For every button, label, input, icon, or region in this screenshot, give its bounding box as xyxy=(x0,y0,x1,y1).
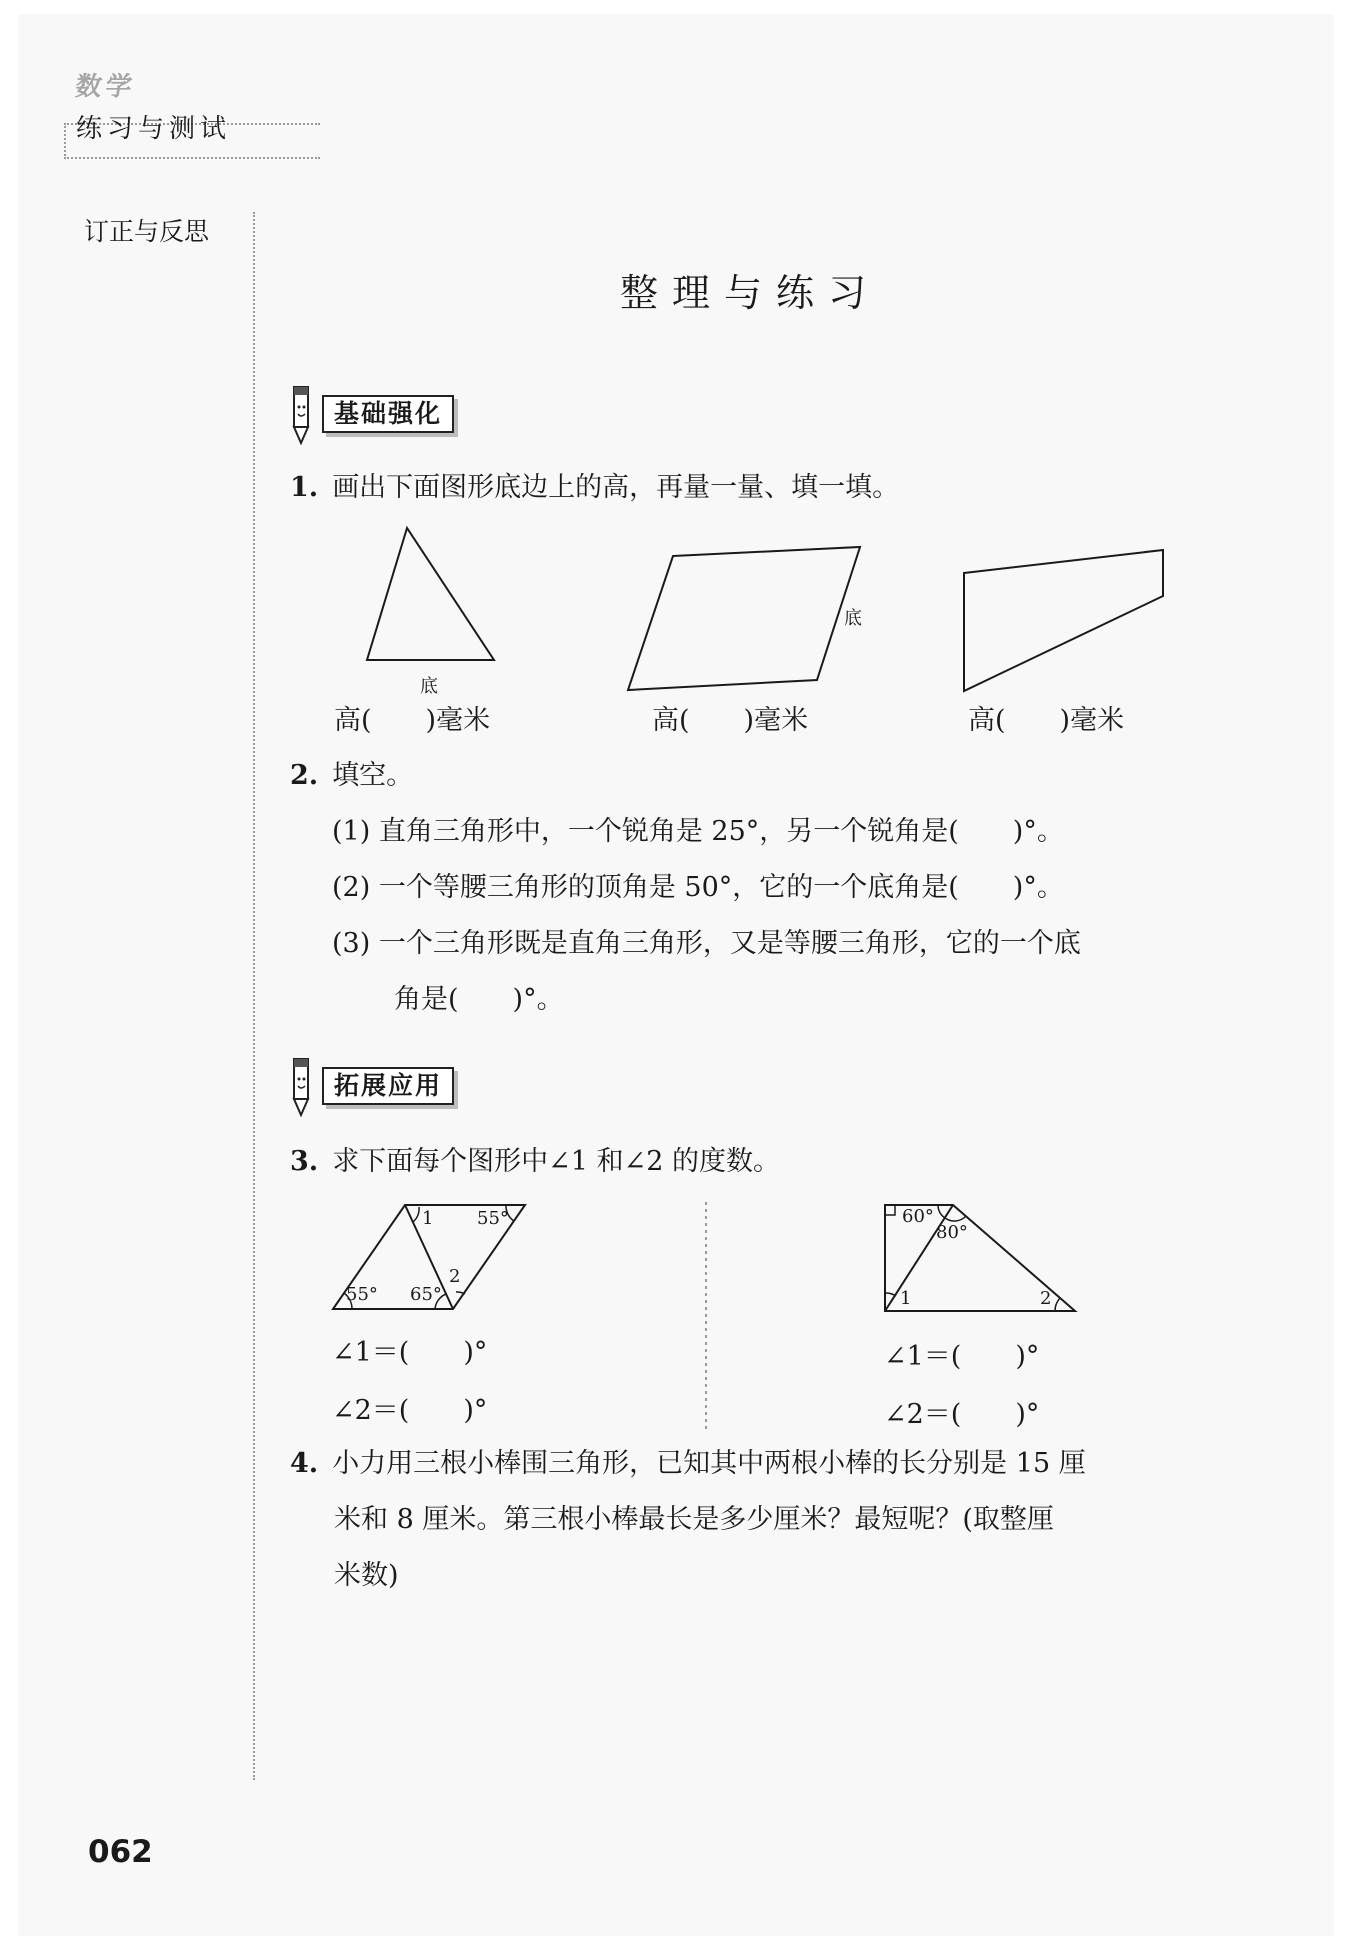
angle-label: 55° xyxy=(477,1208,509,1229)
section-extend-label: 拓展应用 xyxy=(322,1067,454,1105)
answer-blank[interactable]: ∠2＝( )° xyxy=(332,1395,488,1426)
answer-blank[interactable]: 高( )毫米 xyxy=(968,705,1125,736)
answer-blank[interactable]: 高( )毫米 xyxy=(652,705,809,736)
angle-number: 2 xyxy=(449,1266,461,1287)
angle-label: 60° xyxy=(902,1206,934,1227)
question-text: 画出下面图形底边上的高，再量一量、填一填。 xyxy=(332,472,900,503)
page-number: 062 xyxy=(88,1834,153,1870)
answer-blank[interactable]: ∠1＝( )° xyxy=(884,1341,1040,1372)
page-title: 整理与练习 xyxy=(619,271,880,315)
fill-item-1[interactable]: (1) 直角三角形中，一个锐角是 25°，另一个锐角是( )°。 xyxy=(332,816,1064,847)
angle-label: 55° xyxy=(346,1284,378,1305)
question-number: 1. xyxy=(290,472,319,503)
angle-label: 65° xyxy=(410,1284,442,1305)
fill-item-3-cont[interactable]: 角是( )°。 xyxy=(394,984,564,1015)
question-4-line-3: 米数) xyxy=(334,1560,399,1591)
angle-number: 1 xyxy=(422,1208,434,1229)
question-number: 2. xyxy=(290,760,319,791)
question-4 xyxy=(290,1444,1086,1484)
answer-blank[interactable]: ∠2＝( )° xyxy=(884,1399,1040,1430)
margin-label: 订正与反思 xyxy=(84,217,210,246)
question-number: 4. xyxy=(290,1448,319,1479)
book-title: 练习与测试 xyxy=(76,114,232,144)
question-text: 求下面每个图形中∠1 和∠2 的度数。 xyxy=(332,1146,780,1177)
base-label: 底 xyxy=(844,608,862,629)
section-basic-label: 基础强化 xyxy=(322,395,454,433)
question-text: 填空。 xyxy=(332,760,414,791)
subject-label: 数学 xyxy=(73,72,138,102)
question-text: 小力用三根小棒围三角形，已知其中两根小棒的长分别是 15 厘 xyxy=(332,1448,1086,1479)
angle-label: 80° xyxy=(936,1222,968,1243)
base-label: 底 xyxy=(420,676,438,697)
question-number: 3. xyxy=(290,1146,319,1177)
fill-item-2[interactable]: (2) 一个等腰三角形的顶角是 50°，它的一个底角是( )°。 xyxy=(332,872,1064,903)
fill-item-3[interactable]: (3) 一个三角形既是直角三角形，又是等腰三角形，它的一个底 xyxy=(332,928,1081,959)
angle-number: 1 xyxy=(900,1288,912,1309)
answer-blank[interactable]: ∠1＝( )° xyxy=(332,1337,488,1368)
answer-blank[interactable]: 高( )毫米 xyxy=(334,705,491,736)
question-4-line-2: 米和 8 厘米。第三根小棒最长是多少厘米？最短呢？(取整厘 xyxy=(334,1504,1054,1535)
angle-number: 2 xyxy=(1040,1288,1052,1309)
